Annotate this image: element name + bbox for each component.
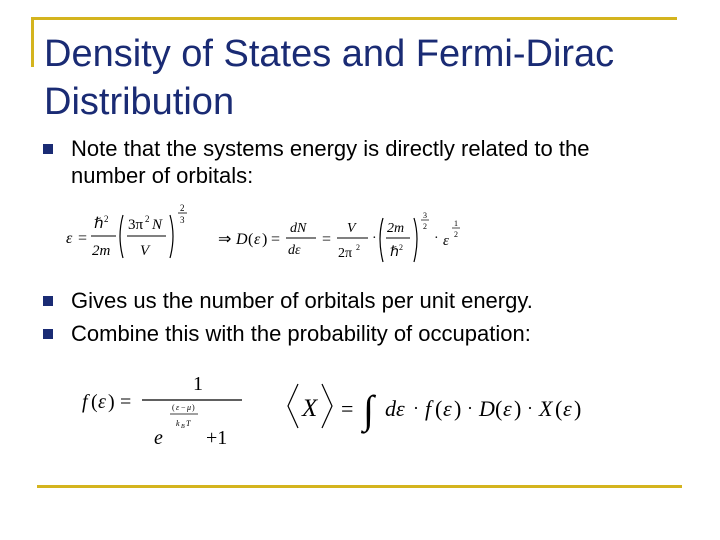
svg-text:2: 2 [145, 214, 150, 224]
svg-text:3π: 3π [128, 217, 144, 233]
svg-text:dε: dε [385, 396, 405, 421]
svg-text:ε: ε [503, 396, 512, 421]
svg-text:·: · [434, 231, 439, 246]
bullet-text-line: number of orbitals: [71, 163, 254, 188]
svg-text:e: e [154, 427, 163, 449]
frame-top-rule [33, 17, 677, 20]
svg-text:T: T [186, 419, 191, 428]
svg-text:−: − [181, 403, 186, 412]
equation-energy [66, 198, 216, 273]
svg-text:ε: ε [443, 233, 449, 249]
equation-expectation-value [285, 378, 650, 443]
svg-text:(: ( [555, 396, 563, 421]
svg-text:(: ( [91, 391, 98, 413]
svg-text:1: 1 [454, 219, 458, 228]
svg-text:ε: ε [66, 230, 73, 247]
svg-text:2: 2 [104, 214, 109, 224]
svg-text:2m: 2m [92, 243, 111, 259]
svg-text:=: = [322, 231, 332, 248]
svg-text:(: ( [248, 231, 254, 248]
svg-text:dN: dN [290, 221, 307, 236]
svg-text:N: N [152, 217, 163, 233]
svg-text:2m: 2m [387, 221, 405, 236]
svg-text:): ) [454, 396, 462, 421]
svg-text:B: B [181, 424, 185, 430]
svg-text:1: 1 [193, 373, 203, 395]
svg-text:ε: ε [563, 396, 572, 421]
svg-text:·: · [372, 231, 377, 246]
svg-text:2π: 2π [338, 246, 353, 261]
svg-text:k: k [176, 419, 180, 428]
svg-text:): ) [262, 231, 268, 248]
svg-text:X: X [539, 396, 553, 421]
svg-text:(: ( [495, 396, 503, 421]
svg-text:): ) [514, 396, 522, 421]
svg-text:D: D [236, 231, 248, 248]
svg-text:): ) [574, 396, 582, 421]
svg-text:2: 2 [454, 230, 458, 239]
svg-text:ε: ε [254, 231, 261, 248]
svg-text:f: f [82, 391, 88, 413]
svg-text:·: · [467, 398, 473, 418]
bullet-text: Combine this with the probability of occupation: [71, 321, 531, 346]
svg-text:=: = [341, 396, 354, 421]
bullet-item [43, 135, 693, 191]
svg-text:): ) [192, 403, 195, 412]
svg-text:dε: dε [288, 243, 301, 258]
frame-bottom-rule [37, 485, 682, 488]
svg-text:ε: ε [98, 391, 106, 413]
svg-text:·: · [527, 398, 533, 418]
bullet-square-icon [43, 329, 53, 339]
svg-text:∫: ∫ [363, 387, 374, 432]
svg-text:=: = [271, 231, 281, 248]
svg-text:3: 3 [180, 215, 185, 225]
bullet-item [43, 320, 693, 347]
svg-text:2: 2 [423, 222, 427, 231]
bullet-square-icon [43, 144, 53, 154]
svg-text:+1: +1 [206, 427, 228, 449]
bullet-text-line: Note that the systems energy is directly related to the [71, 136, 590, 161]
svg-text:=: = [120, 391, 132, 413]
svg-text:2: 2 [180, 203, 185, 213]
svg-text:(: ( [435, 396, 443, 421]
svg-text:=: = [78, 230, 88, 247]
svg-text:2: 2 [356, 243, 360, 252]
svg-text:μ: μ [187, 403, 192, 412]
equation-density-of-states [218, 208, 478, 273]
bullet-square-icon [43, 296, 53, 306]
svg-text:⇒: ⇒ [218, 231, 232, 248]
svg-text:): ) [108, 391, 115, 413]
equation-fermi-dirac [82, 368, 257, 458]
svg-text:X: X [302, 395, 318, 422]
svg-text:2: 2 [399, 243, 403, 252]
svg-text:ℏ: ℏ [390, 245, 399, 260]
bullet-text: Gives us the number of orbitals per unit energy. [71, 288, 533, 313]
bullet-item [43, 287, 693, 314]
svg-text:·: · [413, 398, 419, 418]
svg-text:ε: ε [443, 396, 452, 421]
svg-text:f: f [425, 396, 432, 421]
svg-text:ε: ε [176, 403, 180, 412]
svg-text:(: ( [172, 403, 175, 412]
svg-text:3: 3 [423, 211, 427, 220]
svg-text:V: V [140, 243, 150, 259]
svg-text:V: V [347, 221, 356, 236]
svg-text:D: D [479, 396, 495, 421]
svg-text:ℏ: ℏ [94, 216, 104, 232]
frame-left-rule [31, 17, 34, 67]
slide-title: Density of States and Fermi-Dirac Distribution [44, 33, 615, 123]
